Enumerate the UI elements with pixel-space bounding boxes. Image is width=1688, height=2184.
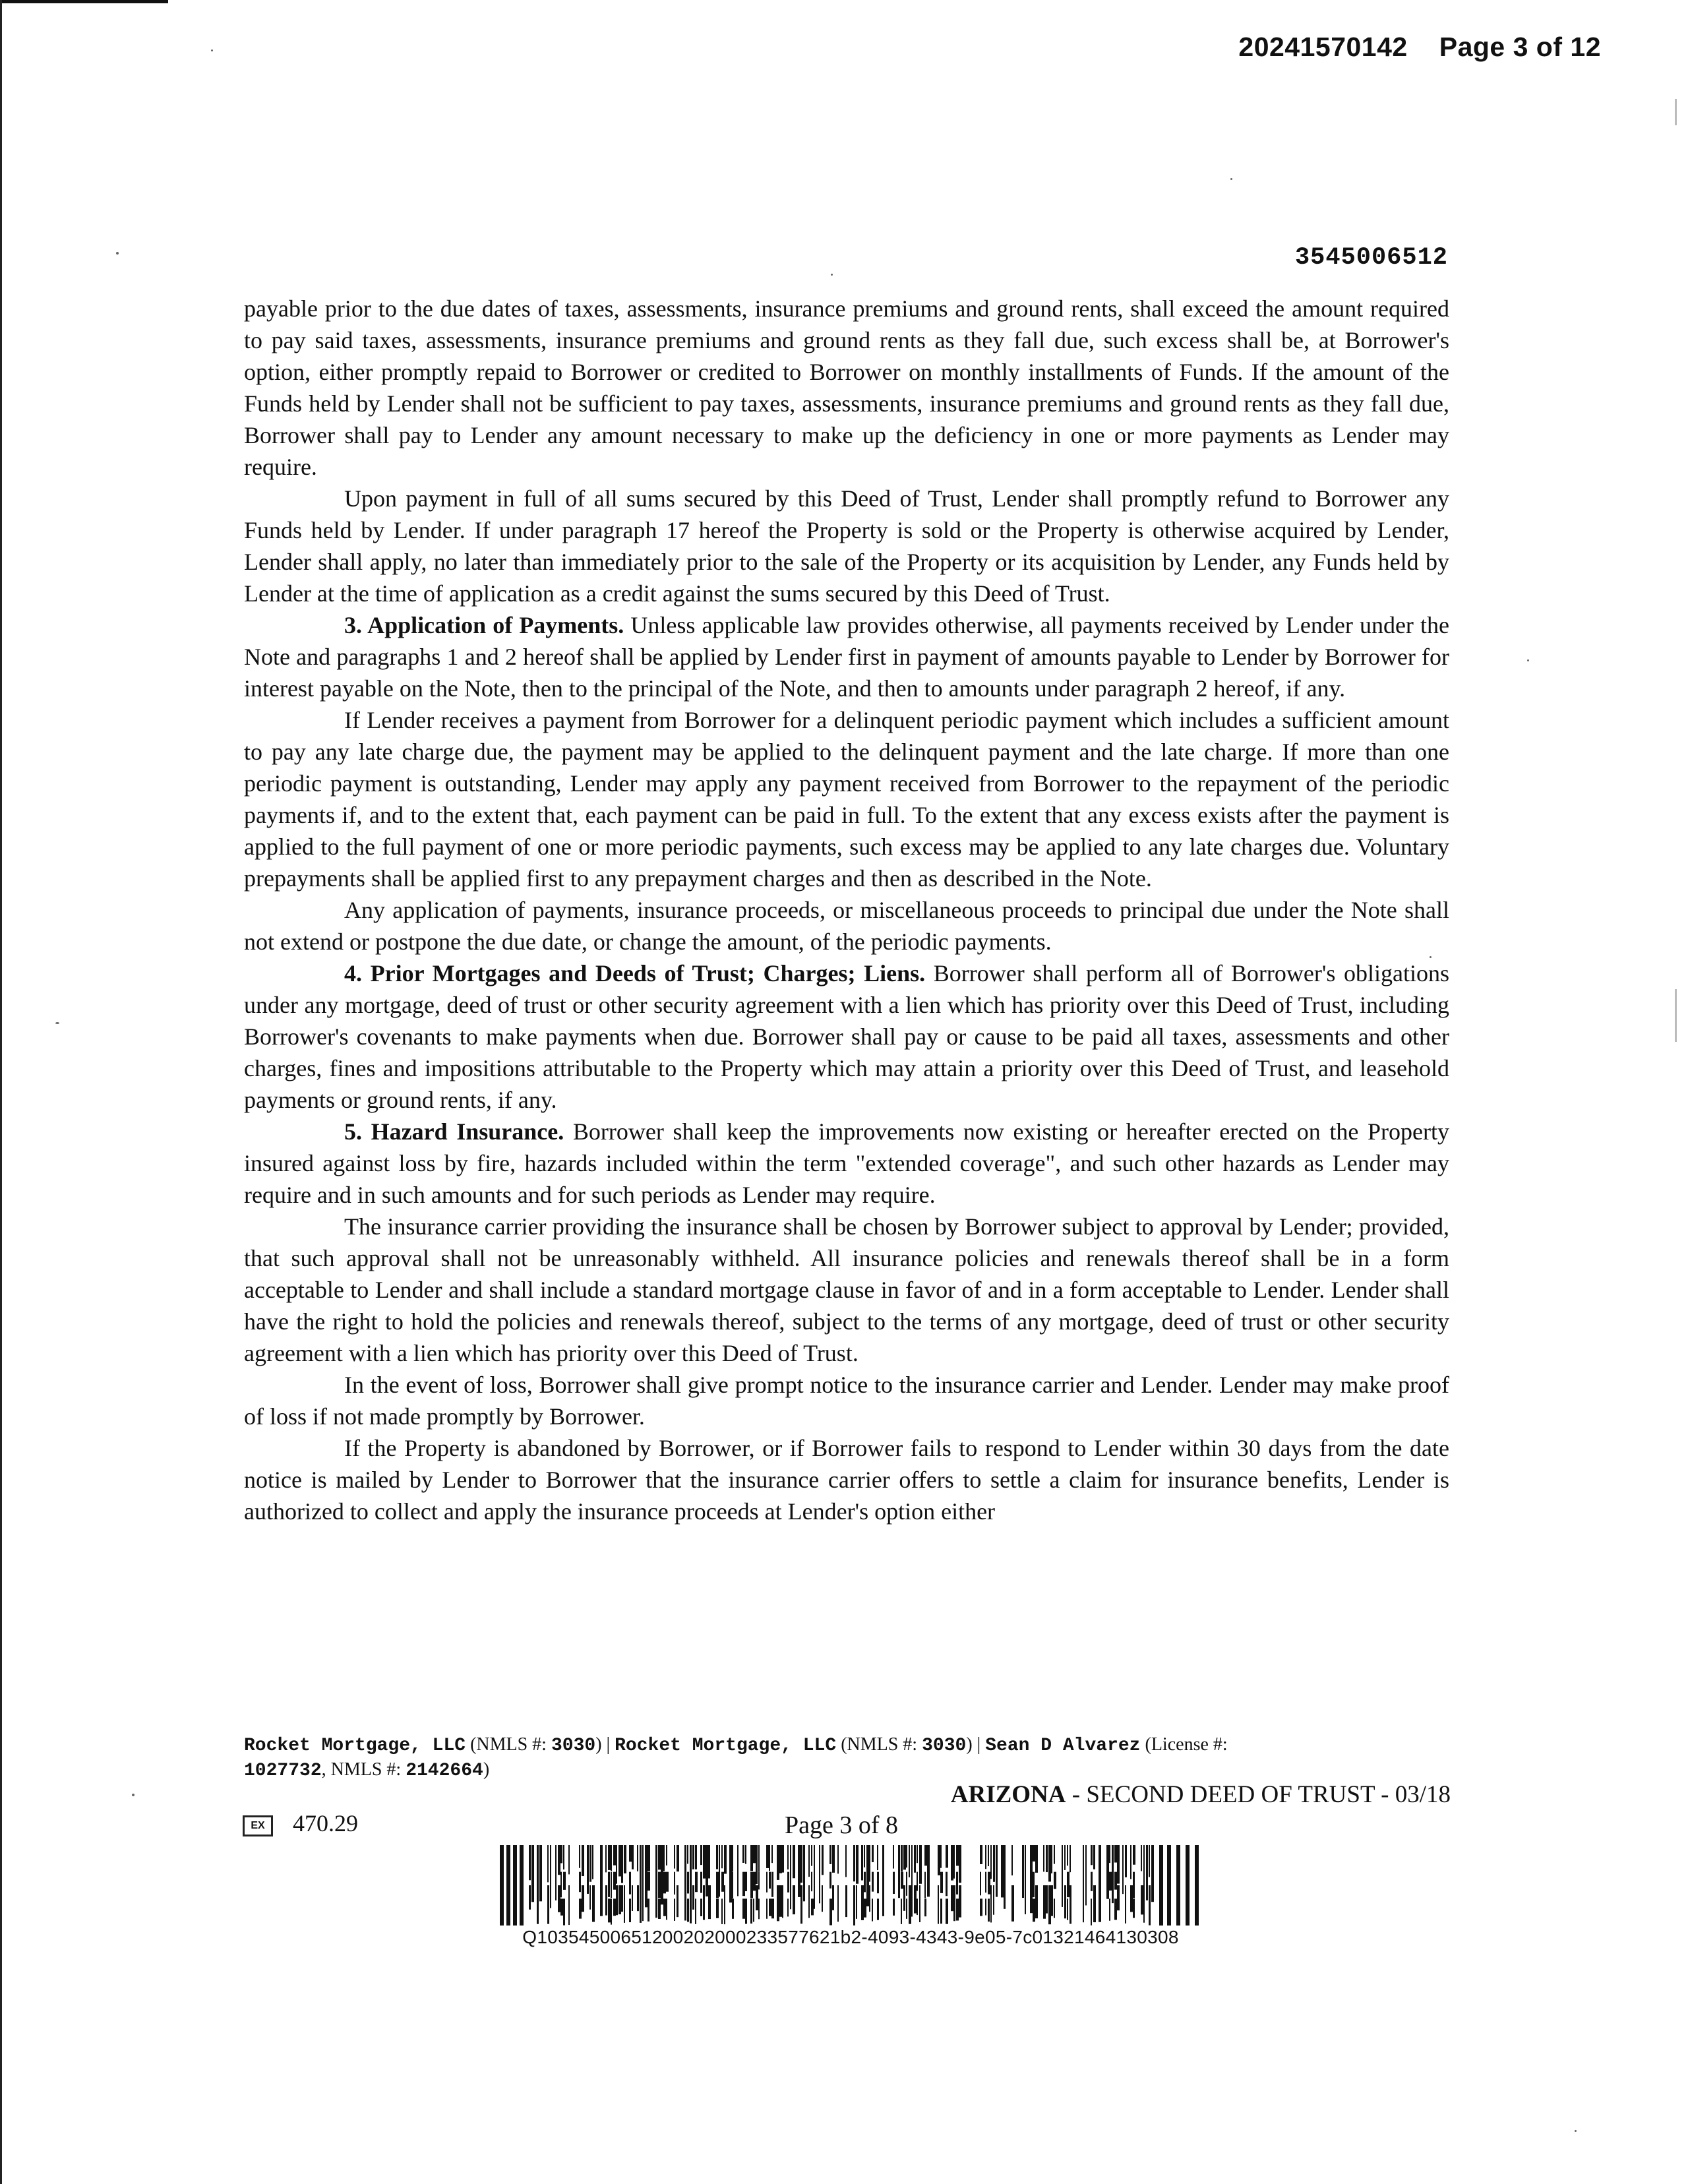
paragraph-prior-mortgages (244, 957, 1449, 1116)
paragraph (244, 1369, 1449, 1432)
paragraph-heading: 3. Application of Payments. (344, 612, 624, 638)
form-title (951, 1780, 1451, 1809)
recording-number: 20241570142 (1238, 32, 1408, 62)
paragraph (244, 1211, 1449, 1369)
barcode-text: Q103545006512002020002335776​21b2-4093-4343-9e05-7c01321464130308 (522, 1927, 1179, 1947)
nmls-label: , NMLS #: (321, 1759, 406, 1780)
scan-speck (1675, 989, 1677, 1042)
paragraph-heading: 4. Prior Mortgages and Deeds of Trust; Charges; Liens. (344, 960, 926, 986)
nmls-number: 2142664 (406, 1761, 483, 1781)
paragraph (244, 293, 1449, 483)
license-number: 1027732 (244, 1761, 322, 1781)
paragraph-text: Unless applicable law provides otherwise, all payments received by Lender under the Note and paragraphs 1 and 2 hereof shall be applied by Lender first in payment of amounts payable to Lender by Borrower for interest payable on the Note, then to the principal of the Note, and then to amounts under paragraph 2 hereof, if any. (244, 612, 1449, 702)
paragraph (244, 894, 1449, 957)
paragraph-text: If Lender receives a payment from Borrower for a delinquent periodic payment which includes a sufficient amount to pay any late charge due, the payment may be applied to the delinquent payment and the late charge. If more than one periodic payment is outstanding, Lender may apply any payment received from Borrower to the repayment of the periodic payments if, and to the extent that, each payment can be paid in full. To the extent that any excess exists after the payment is applied to the full payment of one or more periodic payments, such excess may be applied to any late charges due. Voluntary prepayments shall be applied first to any prepayment charges and then as described in the Note. (244, 707, 1449, 892)
paragraph-text: In the event of loss, Borrower shall give prompt notice to the insurance carrier and Lender. Lender may make proof of loss if not made promptly by Borrower. (244, 1372, 1449, 1430)
paragraph-hazard-insurance (244, 1116, 1449, 1211)
form-code: 470.29 (293, 1810, 358, 1836)
paragraph-application-of-payments (244, 609, 1449, 704)
scan-speck (831, 274, 833, 276)
document-body (244, 293, 1449, 1527)
license-label: (License #: (1140, 1734, 1228, 1755)
paragraph-text: Borrower shall keep the improvements now existing or hereafter erected on the Property insured against loss by fire, hazards included within the term "extended coverage", and such other hazards as Lender may require and in such amounts and for such periods as Lender may require. (244, 1118, 1450, 1208)
form-code-row (243, 1809, 358, 1837)
close-paren: ) (483, 1759, 490, 1780)
barcode-icon (500, 1845, 1201, 1926)
separator: ) | (966, 1734, 986, 1755)
paragraph-text: Borrower shall perform all of Borrower's obligations under any mortgage, deed of trust or other security agreement with a lien which has priority over this Deed of Trust, including Borrower's covenants to make payments when due. Borrower shall pay or cause to be paid all taxes, assessments and other charges, fines and impositions attributable to the Property which may attain a priority over this Deed of Trust, and leasehold payments or ground rents, if any. (244, 960, 1449, 1113)
top-rule (0, 0, 168, 3)
scan-speck (132, 1794, 135, 1796)
lender-name: Rocket Mortgage, LLC (615, 1736, 837, 1756)
scan-speck (1230, 178, 1232, 180)
nmls-label: (NMLS #: (836, 1734, 922, 1755)
scan-edge (0, 0, 2, 2184)
scan-speck (1527, 659, 1529, 661)
nmls-number: 3030 (922, 1736, 967, 1756)
paragraph-text: Upon payment in full of all sums secured by this Deed of Trust, Lender shall promptly refund to Borrower any Funds held by Lender. If under paragraph 17 hereof the Property is sold or the Property is otherwise acquired by Lender, Lender shall apply, no later than immediately prior to the sale of the Property or its acquisition by Lender, any Funds held by Lender at the time of application as a credit against the sums secured by this Deed of Trust. (244, 485, 1449, 607)
paragraph-text: Any application of payments, insurance proceeds, or miscellaneous proceeds to principal due under the Note shall not extend or postpone the due date, or change the amount, of the periodic payments. (244, 897, 1449, 955)
nmls-label: (NMLS #: (466, 1734, 551, 1755)
ex-badge-icon: EX (243, 1815, 273, 1836)
scan-speck (211, 49, 213, 51)
loan-officer-name: Sean D Alvarez (985, 1736, 1141, 1756)
scan-speck (1430, 956, 1432, 958)
page-of-indicator: Page 3 of 8 (785, 1811, 899, 1839)
loan-number: 3545006512 (1294, 244, 1448, 272)
scan-speck (55, 1022, 59, 1024)
paragraph-text: If the Property is abandoned by Borrower, or if Borrower fails to respond to Lender within 30 days from the date notice is mailed by Lender to Borrower that the insurance carrier offers to settle a claim for insurance benefits, Lender is authorized to collect and apply the insurance proceeds at Lender's option either (244, 1435, 1449, 1525)
nmls-number: 3030 (551, 1736, 596, 1756)
paragraph (244, 704, 1449, 894)
form-title-text: - SECOND DEED OF TRUST - 03/18 (1066, 1781, 1451, 1808)
recording-header (0, 32, 1601, 63)
state-name: ARIZONA (950, 1781, 1066, 1808)
page-indicator: Page 3 of 12 (1439, 32, 1601, 62)
paragraph-text: The insurance carrier providing the insurance shall be chosen by Borrower subject to approval by Lender; provided, that such approval shall not be unreasonably withheld. All insurance policies and renewals thereof shall be in a form acceptable to Lender and shall include a standard mortgage clause in favor of and in a form acceptable to Lender. Lender shall have the right to hold the policies and renewals thereof, subject to the terms of any mortgage, deed of trust or other security agreement with a lien which has priority over this Deed of Trust. (244, 1213, 1449, 1366)
separator: ) | (595, 1734, 615, 1755)
lender-name: Rocket Mortgage, LLC (244, 1736, 466, 1756)
paragraph (244, 1432, 1449, 1527)
scan-speck (116, 252, 119, 255)
scan-speck (1575, 2130, 1577, 2132)
footer-lender-info (244, 1733, 1457, 1783)
scan-speck (1675, 99, 1677, 125)
paragraph-text: payable prior to the due dates of taxes, assessments, insurance premiums and ground rents, shall exceed the amount required to pay said taxes, assessments, insurance premiums and ground rents as they fall due, such excess shall be, at Borrower's option, either promptly repaid to Borrower or credited to Borrower on monthly installments of Funds. If the amount of the Funds held by Lender shall not be sufficient to pay taxes, assessments, insurance premiums and ground rents as they fall due, Borrower shall pay to Lender any amount necessary to make up the deficiency in one or more payments as Lender may require. (244, 295, 1449, 480)
paragraph-heading: 5. Hazard Insurance. (344, 1118, 564, 1145)
paragraph (244, 483, 1449, 609)
